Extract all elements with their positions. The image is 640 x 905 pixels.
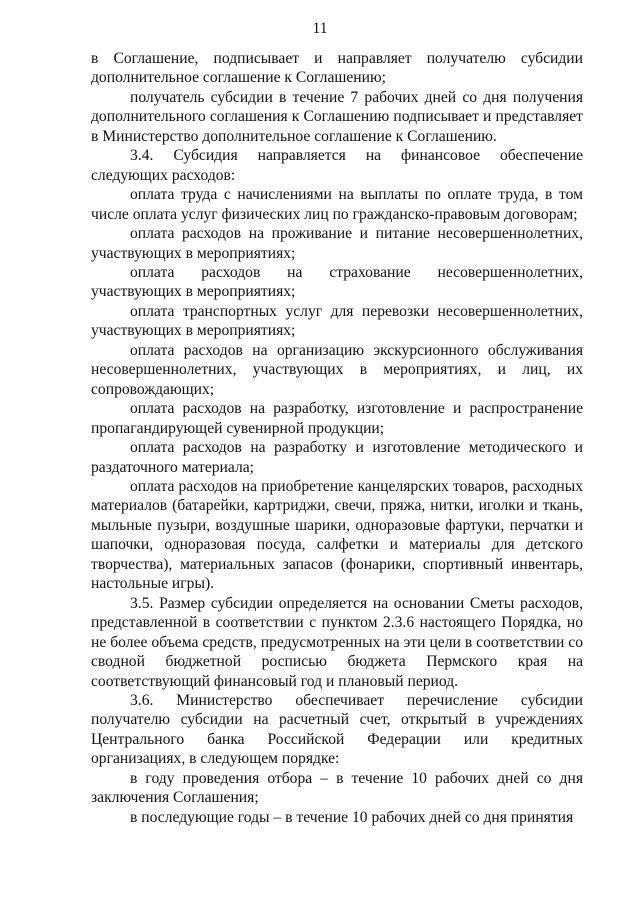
page-number: 11 [312, 20, 328, 37]
paragraph: оплата расходов на проживание и питание несовершеннолетних, участвующих в мероприятиях; [91, 225, 583, 262]
document-body [91, 49, 583, 827]
paragraph: оплата расходов на разработку и изготовление методического и раздаточного материала; [91, 439, 583, 476]
paragraph: оплата расходов на разработку, изготовление и распространение пропагандирующей сувенирной продукции; [91, 400, 583, 437]
paragraph: 3.6. Министерство обеспечивает перечисление субсидии получателю субсидии на расчетный счет, открытый в учреждениях Центрального банка Российской Федерации или кредитных организациях, в следующем порядке: [91, 691, 583, 768]
paragraph: 3.5. Размер субсидии определяется на основании Сметы расходов, представленной в соответствии с пунктом 2.3.6 настоящего Порядка, но не более объема средств, предусмотренных на эти цели в соответствии со сводной бюджетной росписью бюджета Пермского края на соответствующий финансовый год и плановый период. [91, 594, 583, 690]
paragraph: в Соглашение, подписывает и направляет получателю субсидии дополнительное соглашение к Соглашению; [91, 50, 583, 87]
paragraph: оплата расходов на организацию экскурсионного обслуживания несовершеннолетних, участвующих в мероприятиях, и лиц, их сопровождающих; [91, 341, 583, 398]
paragraph: в последующие годы – в течение 10 рабочих дней со дня принятия [130, 808, 574, 826]
paragraph: оплата расходов на страхование несовершеннолетних, участвующих в мероприятиях; [91, 263, 583, 301]
paragraph: получатель субсидии в течение 7 рабочих дней со дня получения дополнительного соглашения к Соглашению подписывает и представляет в Министерство дополнительное соглашение к Соглашению. [91, 88, 583, 145]
paragraph: оплата транспортных услуг для перевозки несовершеннолетних, участвующих в мероприятиях; [91, 302, 583, 340]
paragraph: в году проведения отбора – в течение 10 рабочих дней со дня заключения Соглашения; [91, 769, 583, 807]
paragraph: оплата труда с начислениями на выплаты по оплате труда, в том числе оплата услуг физических лиц по гражданско-правовым договорам; [91, 186, 583, 223]
paragraph: 3.4. Субсидия направляется на финансовое обеспечение следующих расходов: [91, 147, 583, 184]
paragraph: оплата расходов на приобретение канцелярских товаров, расходных материалов (батарейки, картриджи, свечи, пряжа, нитки, иголки и ткань, мыльные пузыри, воздушные шарики, одноразовые фартуки, перчатки и шапочки, одноразовая посуда, салфетки и материалы для детского творчества), материальных запасов (фонарики, спортивный инвентарь, настольные игры). [91, 477, 583, 593]
